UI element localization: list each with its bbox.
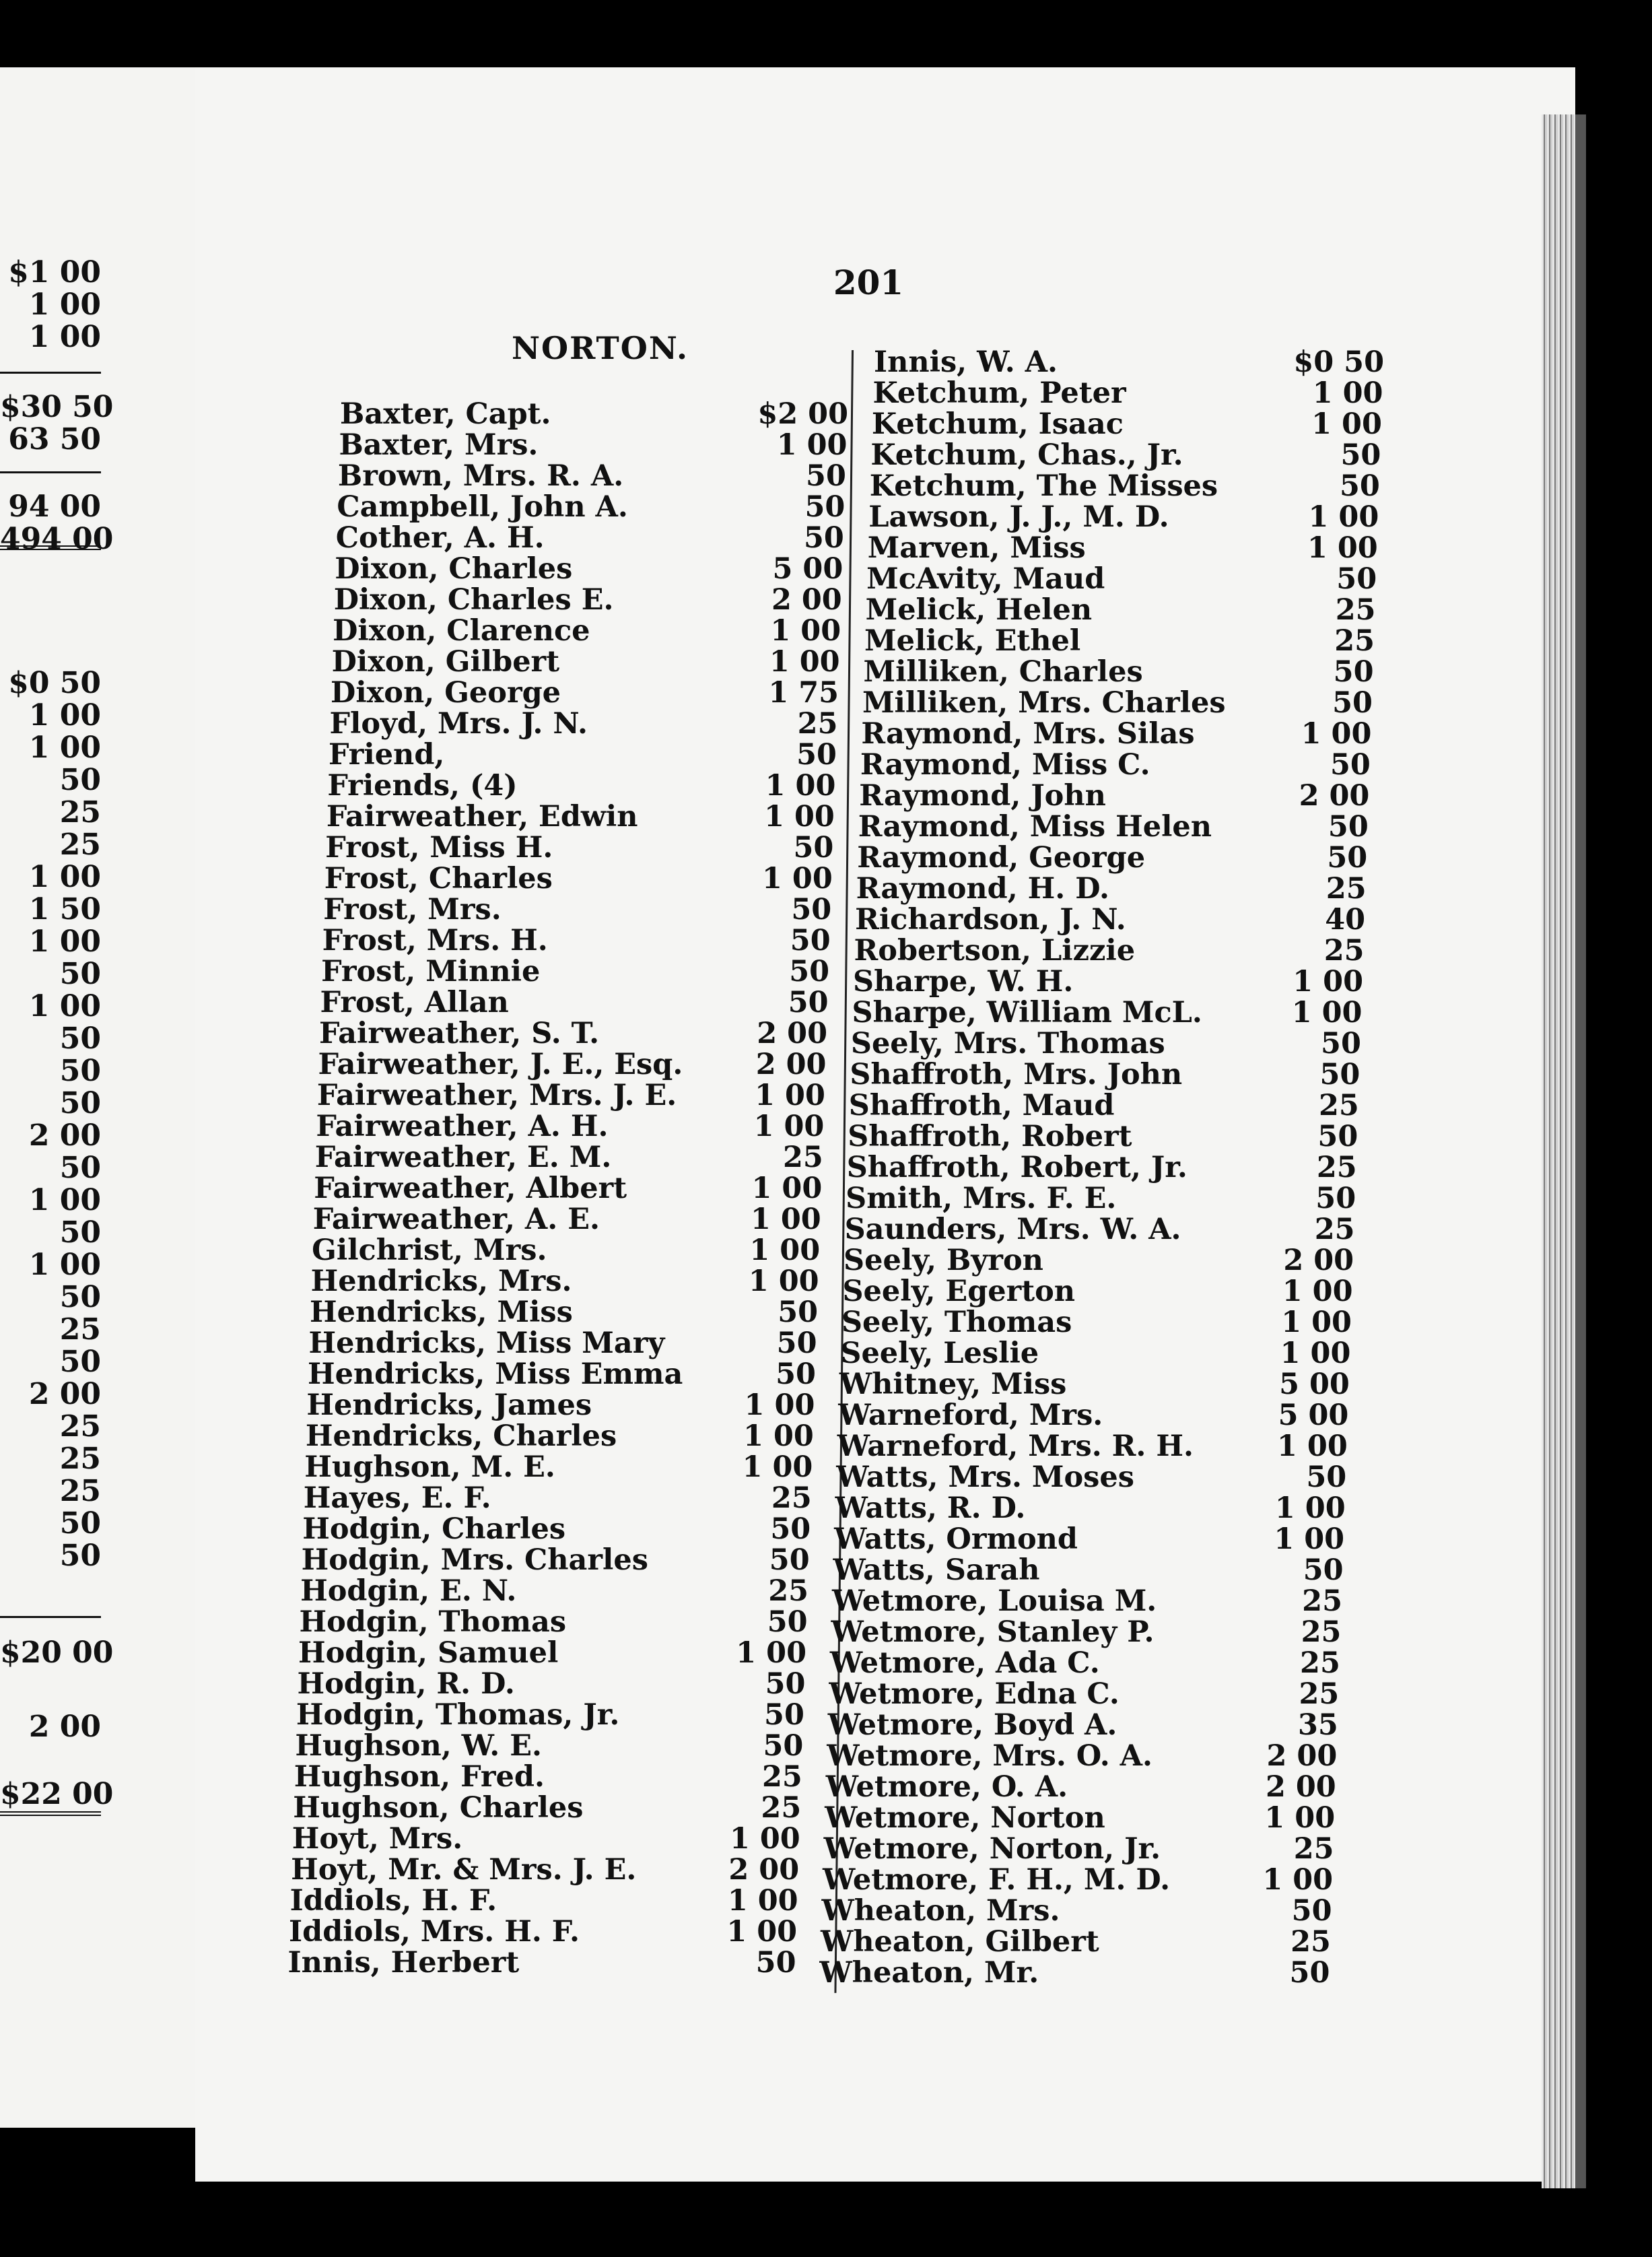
subscriber-name: Hendricks, Charles: [305, 1419, 617, 1453]
subscription-amount: 50: [1328, 810, 1369, 844]
subscription-amount: 40: [1325, 903, 1366, 937]
subscription-amount: 50: [804, 490, 846, 524]
subscriber-name: Raymond, Miss C.: [860, 748, 1150, 782]
subscription-amount: 1 00: [736, 1636, 806, 1670]
subscription-amount: 50: [778, 1295, 819, 1329]
subscriber-name: Frost, Minnie: [321, 955, 541, 988]
subscriber-name: Watts, R. D.: [835, 1491, 1026, 1525]
subscription-amount: 50: [1336, 562, 1377, 596]
subscription-amount: 25: [1334, 624, 1375, 658]
facing-page-left: [0, 67, 202, 2128]
subscriber-name: Shaffroth, Maud: [848, 1089, 1115, 1122]
subscription-amount: 1 00: [765, 769, 836, 803]
subscription-amount: 25: [1302, 1584, 1342, 1618]
subscriber-name: Watts, Mrs. Moses: [836, 1460, 1134, 1494]
page-edge-shadow: [1575, 114, 1586, 2188]
subscriber-name: Sharpe, William McL.: [852, 996, 1202, 1030]
subscription-amount: 2 00: [1283, 1244, 1354, 1277]
subscriber-name: Fairweather, Albert: [314, 1172, 627, 1205]
subscription-amount: 1 00: [750, 1203, 821, 1236]
subscription-amount: 5 00: [1279, 1368, 1350, 1401]
subscription-amount: 50: [764, 1698, 804, 1732]
subscription-amount: 50: [1319, 1058, 1361, 1091]
subscriber-name: Robertson, Lizzie: [854, 934, 1136, 968]
subscriber-name: Melick, Helen: [865, 593, 1093, 627]
facing-page-amount: 494 00: [0, 522, 114, 556]
facing-page-amount: $20 00: [0, 1636, 114, 1670]
subscription-amount: 50: [793, 831, 834, 865]
subscriber-name: Friend,: [328, 738, 445, 772]
subscription-amount: 25: [1301, 1615, 1342, 1649]
subscriber-name: Shaffroth, Robert, Jr.: [846, 1151, 1188, 1184]
subscription-amount: 1 00: [1293, 965, 1363, 999]
subscriber-name: Hendricks, Miss Emma: [307, 1357, 683, 1391]
subscriber-name: Raymond, Miss Helen: [858, 810, 1212, 844]
subscription-amount: 50: [776, 1357, 816, 1391]
subscription-amount: 1 75: [768, 676, 839, 710]
subscriber-name: Frost, Charles: [324, 862, 553, 896]
subscriber-name: Gilchrist, Mrs.: [312, 1234, 547, 1267]
subscriber-name: Hodgin, Thomas, Jr.: [296, 1698, 620, 1732]
subscriber-name: Seely, Byron: [844, 1244, 1043, 1277]
subscriber-name: Ketchum, Isaac: [871, 407, 1124, 441]
subscriber-name: Friends, (4): [327, 769, 518, 803]
subscription-amount: 25: [1316, 1151, 1357, 1184]
subscription-amount: 50: [789, 955, 830, 988]
subscription-amount: 2 00: [1266, 1739, 1338, 1773]
subscriber-name: Baxter, Capt.: [340, 397, 551, 431]
subscriber-name: Watts, Sarah: [833, 1553, 1040, 1587]
subscriber-name: Raymond, Mrs. Silas: [861, 717, 1195, 751]
subscription-amount: 1 00: [776, 428, 848, 462]
facing-page-amount: 50: [59, 1021, 101, 1056]
subscription-amount: 25: [1326, 872, 1367, 906]
subscription-amount: 50: [767, 1605, 808, 1639]
facing-page-amount: 2 00: [28, 1710, 101, 1744]
facing-page-amount: 50: [59, 1054, 101, 1088]
subscription-amount: 1 00: [769, 645, 840, 679]
subscriber-name: Raymond, H. D.: [856, 872, 1109, 906]
subscription-amount: 2 00: [771, 583, 842, 617]
subscriber-name: Wetmore, Boyd A.: [827, 1708, 1117, 1742]
subscriber-name: Iddiols, Mrs. H. F.: [289, 1915, 580, 1949]
subscription-amount: 50: [1339, 469, 1380, 503]
facing-page-amount: 63 50: [8, 422, 101, 457]
subscription-amount: 1 00: [1280, 1337, 1351, 1370]
subscription-amount: 25: [1335, 593, 1376, 627]
subscription-amount: 50: [1289, 1956, 1330, 1990]
subscriber-name: Sharpe, W. H.: [853, 965, 1074, 999]
subscriber-name: Cother, A. H.: [335, 521, 545, 555]
subscription-amount: 50: [1333, 655, 1374, 689]
subscription-amount: 1 00: [1264, 1801, 1336, 1835]
subscription-amount: 1 00: [726, 1915, 798, 1949]
sum-rule: [0, 1616, 101, 1618]
facing-page-amount: 25: [59, 1474, 101, 1508]
facing-page-amount: 25: [59, 1442, 101, 1476]
subscriber-name: Innis, W. A.: [874, 345, 1058, 379]
facing-page-amount: 50: [59, 1345, 101, 1379]
subscriber-name: Hodgin, Thomas: [299, 1605, 567, 1639]
subscription-amount: 50: [763, 1729, 804, 1763]
facing-page-amount: 50: [59, 1086, 101, 1120]
subscription-amount: 25: [797, 707, 838, 741]
subscription-amount: 50: [1291, 1894, 1332, 1928]
subscriber-name: Milliken, Charles: [863, 655, 1143, 689]
subscription-amount: $0 50: [1293, 345, 1384, 379]
facing-page-amount: 50: [59, 1151, 101, 1185]
subscriber-name: Hodgin, E. N.: [300, 1574, 517, 1608]
subscriber-name: Milliken, Mrs. Charles: [862, 686, 1226, 720]
sum-rule: [0, 545, 101, 550]
subscriber-name: Fairweather, Edwin: [326, 800, 638, 834]
subscriber-name: Seely, Leslie: [840, 1337, 1039, 1370]
page-edge: [1542, 114, 1575, 2188]
subscription-amount: 25: [1290, 1925, 1331, 1959]
facing-page-amount: 1 00: [28, 320, 101, 354]
subscriber-name: Dixon, George: [331, 676, 561, 710]
subscription-amount: 50: [1327, 841, 1368, 875]
subscription-amount: 1 00: [753, 1110, 825, 1143]
subscription-amount: 1 00: [744, 1388, 815, 1422]
subscription-amount: 1 00: [770, 614, 841, 648]
subscription-amount: 50: [1303, 1553, 1344, 1587]
subscription-amount: 25: [782, 1141, 823, 1174]
facing-page-amount: 50: [59, 1215, 101, 1250]
subscription-amount: 50: [765, 1667, 806, 1701]
subscription-amount: 50: [770, 1512, 811, 1546]
subscriber-name: Dixon, Charles: [335, 552, 573, 586]
subscriber-name: Smith, Mrs. F. E.: [846, 1182, 1117, 1215]
section-title: NORTON.: [512, 330, 689, 366]
subscriber-name: Frost, Mrs.: [323, 893, 502, 927]
subscriber-name: Hodgin, Charles: [302, 1512, 566, 1546]
subscription-amount: 50: [790, 924, 831, 957]
subscription-amount: 1 00: [1277, 1429, 1348, 1463]
subscriber-name: Marven, Miss: [867, 531, 1086, 565]
subscriber-name: Fairweather, A. H.: [316, 1110, 609, 1143]
subscriber-name: Ketchum, Chas., Jr.: [870, 438, 1183, 472]
subscription-amount: 1 00: [1262, 1863, 1334, 1897]
facing-page-amount: 2 00: [28, 1118, 101, 1153]
subscriber-name: Hughson, M. E.: [304, 1450, 555, 1484]
facing-page-amount: 50: [59, 957, 101, 991]
subscription-amount: 1 00: [1281, 1306, 1352, 1339]
subscriber-name: Hodgin, Mrs. Charles: [301, 1543, 648, 1577]
subscriber-name: Wetmore, F. H., M. D.: [823, 1863, 1171, 1897]
subscriber-name: Wetmore, O. A.: [825, 1770, 1068, 1804]
subscription-amount: 25: [771, 1481, 812, 1515]
subscription-amount: 35: [1297, 1708, 1338, 1742]
subscription-amount: 50: [1332, 686, 1373, 720]
subscription-amount: 25: [1299, 1677, 1340, 1711]
subscriber-name: Ketchum, Peter: [872, 376, 1126, 410]
facing-page-amount: 25: [59, 1409, 101, 1444]
subscriber-name: Fairweather, J. E., Esq.: [318, 1048, 683, 1081]
subscription-amount: 5 00: [772, 552, 844, 586]
subscriber-name: Shaffroth, Mrs. John: [850, 1058, 1183, 1091]
subscriber-name: Wetmore, Louisa M.: [832, 1584, 1157, 1618]
subscription-amount: 50: [806, 459, 846, 493]
subscriber-name: Baxter, Mrs.: [339, 428, 539, 462]
subscriber-name: Richardson, J. N.: [855, 903, 1126, 937]
subscription-amount: 50: [1321, 1027, 1361, 1060]
facing-page-amount: $1 00: [8, 255, 101, 290]
subscription-amount: 2 00: [755, 1048, 827, 1081]
facing-page-amount: 1 00: [28, 1248, 101, 1282]
subscriber-name: Campbell, John A.: [337, 490, 628, 524]
facing-page-amount: 1 00: [28, 860, 101, 894]
subscription-amount: 1 00: [1274, 1491, 1346, 1525]
subscriber-name: Hodgin, R. D.: [297, 1667, 515, 1701]
subscriber-name: Raymond, George: [857, 841, 1146, 875]
subscriber-name: McAvity, Maud: [866, 562, 1105, 596]
facing-page-amount: $0 50: [8, 666, 101, 700]
subscriber-name: Warneford, Mrs. R. H.: [837, 1429, 1194, 1463]
subscription-amount: 1 00: [755, 1079, 825, 1112]
subscription-amount: 2 00: [757, 1017, 827, 1050]
facing-page-amount: 1 00: [28, 989, 101, 1023]
subscriber-name: Whitney, Miss: [839, 1368, 1067, 1401]
subscriber-name: Fairweather, A. E.: [312, 1203, 600, 1236]
subscriber-name: Hughson, Fred.: [294, 1760, 545, 1794]
facing-page-amount: 1 50: [28, 892, 101, 927]
subscription-amount: $2 00: [757, 397, 848, 431]
subscription-amount: 1 00: [762, 862, 833, 896]
facing-page-amount: 1 00: [28, 924, 101, 959]
subscription-amount: 1 00: [727, 1884, 798, 1918]
subscriber-name: Dixon, Gilbert: [331, 645, 560, 679]
subscriber-name: Hendricks, Miss: [310, 1295, 573, 1329]
subscription-amount: 25: [1314, 1213, 1355, 1246]
subscriber-name: Wetmore, Stanley P.: [831, 1615, 1155, 1649]
subscription-amount: 1 00: [1274, 1522, 1345, 1556]
page-number: 201: [833, 263, 904, 302]
subscription-amount: 25: [1323, 934, 1365, 968]
subscriber-name: Watts, Ormond: [834, 1522, 1078, 1556]
subscription-amount: 50: [769, 1543, 810, 1577]
subscription-amount: 50: [1340, 438, 1381, 472]
subscription-amount: 25: [761, 1791, 802, 1825]
subscriber-name: Fairweather, S. T.: [319, 1017, 600, 1050]
subscriber-name: Floyd, Mrs. J. N.: [329, 707, 588, 741]
subscription-amount: 1 00: [751, 1172, 823, 1205]
facing-page-amount: 25: [59, 1312, 101, 1347]
facing-page-amount: 1 00: [28, 698, 101, 733]
subscription-amount: 1 00: [1308, 500, 1379, 534]
subscriber-name: Raymond, John: [859, 779, 1106, 813]
subscription-amount: 50: [755, 1946, 796, 1980]
subscriber-name: Seely, Mrs. Thomas: [850, 1027, 1165, 1060]
facing-page-amount: 50: [59, 1506, 101, 1541]
subscription-amount: 1 00: [749, 1234, 821, 1267]
subscriber-name: Hendricks, Mrs.: [310, 1265, 572, 1298]
subscriber-name: Hodgin, Samuel: [298, 1636, 559, 1670]
subscription-amount: 1 00: [1312, 376, 1383, 410]
subscription-amount: 1 00: [743, 1419, 814, 1453]
subscriber-name: Frost, Miss H.: [325, 831, 553, 865]
subscription-amount: 25: [768, 1574, 809, 1608]
facing-page-amount: 50: [59, 1539, 101, 1573]
subscription-amount: 1 00: [748, 1265, 819, 1298]
facing-page-amount: 50: [59, 1280, 101, 1314]
subscription-amount: 25: [1318, 1089, 1359, 1122]
subscription-amount: 1 00: [1301, 717, 1372, 751]
subscriber-name: Hughson, W. E.: [295, 1729, 542, 1763]
subscriber-name: Wheaton, Mrs.: [821, 1894, 1060, 1928]
subscription-amount: 50: [796, 738, 837, 772]
subscription-amount: 1 00: [729, 1822, 800, 1856]
subscriber-name: Iddiols, H. F.: [289, 1884, 497, 1918]
subscriber-name: Fairweather, E. M.: [314, 1141, 612, 1174]
subscriber-name: Wheaton, Gilbert: [820, 1925, 1099, 1959]
subscriber-name: Hendricks, James: [306, 1388, 592, 1422]
sum-rule: [0, 1811, 101, 1816]
subscriber-name: Frost, Mrs. H.: [322, 924, 548, 957]
sum-rule: [0, 372, 101, 374]
subscription-amount: 1 00: [1307, 531, 1378, 565]
subscription-amount: 50: [1306, 1460, 1347, 1494]
subscriber-name: Seely, Thomas: [841, 1306, 1072, 1339]
subscriber-name: Hughson, Charles: [293, 1791, 584, 1825]
subscription-amount: 1 00: [1291, 996, 1363, 1030]
facing-page-amount: 50: [59, 763, 101, 797]
subscriber-name: Saunders, Mrs. W. A.: [844, 1213, 1181, 1246]
subscriber-name: Wetmore, Norton, Jr.: [823, 1832, 1161, 1866]
subscriber-name: Seely, Egerton: [842, 1275, 1076, 1308]
subscriber-name: Ketchum, The Misses: [869, 469, 1218, 503]
subscriber-name: Innis, Herbert: [287, 1946, 520, 1980]
facing-page-amount: $22 00: [0, 1777, 114, 1811]
subscription-amount: 1 00: [764, 800, 835, 834]
facing-page-amount: 1 00: [28, 288, 101, 322]
subscription-amount: 1 00: [742, 1450, 813, 1484]
sum-rule: [0, 471, 101, 473]
facing-page-amount: 1 00: [28, 731, 101, 765]
subscription-amount: 25: [1300, 1646, 1340, 1680]
subscriber-name: Shaffroth, Robert: [848, 1120, 1132, 1153]
subscriber-name: Wetmore, Ada C.: [829, 1646, 1100, 1680]
subscriber-name: Fairweather, Mrs. J. E.: [316, 1079, 677, 1112]
subscriber-name: Hayes, E. F.: [303, 1481, 491, 1515]
subscriber-name: Brown, Mrs. R. A.: [337, 459, 624, 493]
subscriber-name: Hoyt, Mrs.: [291, 1822, 463, 1856]
subscriber-name: Wetmore, Edna C.: [829, 1677, 1120, 1711]
subscription-amount: 2 00: [728, 1853, 800, 1887]
subscriber-name: Wetmore, Mrs. O. A.: [827, 1739, 1152, 1773]
subscription-amount: 25: [1293, 1832, 1334, 1866]
subscriber-name: Lawson, J. J., M. D.: [868, 500, 1169, 534]
subscription-amount: 5 00: [1278, 1399, 1349, 1432]
subscription-amount: 50: [791, 893, 832, 927]
subscriber-name: Dixon, Charles E.: [333, 583, 614, 617]
subscriber-name: Frost, Allan: [320, 986, 509, 1019]
facing-page-amount: 94 00: [8, 490, 101, 524]
subscription-amount: 50: [1317, 1120, 1358, 1153]
subscription-amount: 1 00: [1311, 407, 1382, 441]
facing-page-amount: 25: [59, 795, 101, 830]
facing-page-amount: 25: [59, 828, 101, 862]
subscriber-name: Hoyt, Mr. & Mrs. J. E.: [291, 1853, 637, 1887]
subscriber-name: Warneford, Mrs.: [838, 1399, 1103, 1432]
subscription-amount: 2 00: [1299, 779, 1370, 813]
facing-page-amount: $30 50: [0, 390, 114, 424]
subscription-amount: 50: [1330, 748, 1371, 782]
subscriber-name: Dixon, Clarence: [333, 614, 590, 648]
subscriber-name: Wheaton, Mr.: [819, 1956, 1039, 1990]
subscription-amount: 1 00: [1282, 1275, 1353, 1308]
subscriber-name: Wetmore, Norton: [825, 1801, 1105, 1835]
subscriber-name: Hendricks, Miss Mary: [308, 1326, 665, 1360]
subscription-amount: 50: [1315, 1182, 1356, 1215]
subscription-amount: 50: [788, 986, 829, 1019]
subscription-amount: 2 00: [1265, 1770, 1336, 1804]
facing-page-amount: 2 00: [28, 1377, 101, 1411]
subscriber-name: Melick, Ethel: [864, 624, 1081, 658]
subscription-amount: 50: [803, 521, 844, 555]
subscription-amount: 25: [761, 1760, 802, 1794]
facing-page-amount: 1 00: [28, 1183, 101, 1217]
subscription-amount: 50: [776, 1326, 817, 1360]
